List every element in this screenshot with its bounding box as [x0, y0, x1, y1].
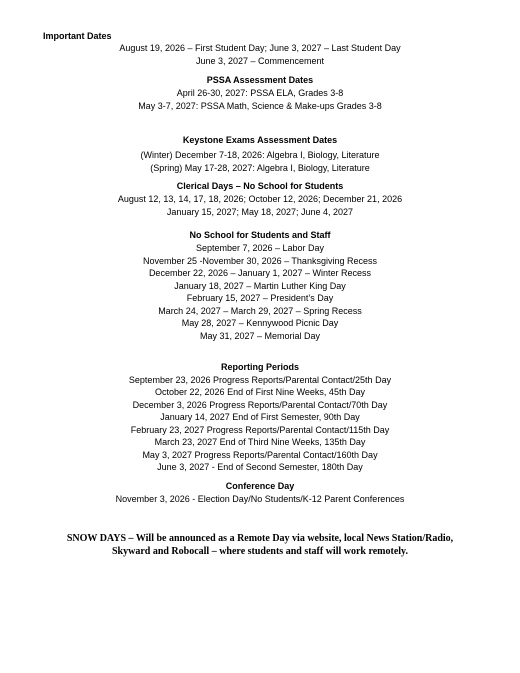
reporting-heading: Reporting Periods: [220, 362, 299, 372]
important-dates-line: June 3, 2027 – Commencement: [195, 56, 325, 66]
snow-days-notice-line: SNOW DAYS – Will be announced as a Remote Day via website, local News Station/Radio,: [66, 533, 454, 544]
no-school-line: May 31, 2027 – Memorial Day: [199, 331, 321, 341]
important-dates-line: August 19, 2026 – First Student Day; June 3, 2027 – Last Student Day: [119, 43, 401, 53]
keystone-line: (Winter) December 7-18, 2026: Algebra I, Biology, Literature: [140, 150, 380, 160]
conference-heading: Conference Day: [225, 481, 295, 491]
pssa-line: May 3-7, 2027: PSSA Math, Science & Make-ups Grades 3-8: [138, 101, 382, 111]
snow-days-notice-line: Skyward and Robocall – where students and staff will work remotely.: [111, 546, 409, 557]
reporting-line: October 22, 2026 End of First Nine Weeks, 45th Day: [155, 387, 365, 397]
conference-line: November 3, 2026 - Election Day/No Students/K-12 Parent Conferences: [115, 494, 405, 504]
reporting-line: January 14, 2027 End of First Semester, 90th Day: [160, 412, 360, 422]
no-school-heading: No School for Students and Staff: [189, 230, 331, 240]
reporting-line: May 3, 2027 Progress Reports/Parental Contact/160th Day: [142, 450, 378, 460]
no-school-line: December 22, 2026 – January 1, 2027 – Winter Recess: [148, 268, 372, 278]
reporting-line: September 23, 2026 Progress Reports/Parental Contact/25th Day: [128, 375, 392, 385]
reporting-line: March 23, 2027 End of Third Nine Weeks, 135th Day: [154, 437, 366, 447]
clerical-heading: Clerical Days – No School for Students: [176, 181, 344, 191]
no-school-line: February 15, 2027 – President’s Day: [186, 293, 334, 303]
no-school-line: November 25 -November 30, 2026 – Thanksgiving Recess: [143, 256, 377, 266]
no-school-line: January 18, 2027 – Martin Luther King Day: [174, 281, 346, 291]
clerical-line: January 15, 2027; May 18, 2027; June 4, 2027: [166, 207, 354, 217]
no-school-line: May 28, 2027 – Kennywood Picnic Day: [181, 318, 339, 328]
keystone-heading: Keystone Exams Assessment Dates: [182, 135, 338, 145]
reporting-line: December 3, 2026 Progress Reports/Parental Contact/70th Day: [132, 400, 388, 410]
no-school-line: March 24, 2027 – March 29, 2027 – Spring Recess: [158, 306, 362, 316]
keystone-line: (Spring) May 17-28, 2027: Algebra I, Biology, Literature: [150, 163, 370, 173]
no-school-line: September 7, 2026 – Labor Day: [195, 243, 325, 253]
important-dates-heading: Important Dates: [43, 31, 112, 41]
reporting-line: February 23, 2027 Progress Reports/Parental Contact/115th Day: [130, 425, 390, 435]
pssa-heading: PSSA Assessment Dates: [206, 75, 314, 85]
clerical-line: August 12, 13, 14, 17, 18, 2026; October 12, 2026; December 21, 2026: [117, 194, 403, 204]
reporting-line: June 3, 2027 - End of Second Semester, 180th Day: [157, 462, 363, 472]
pssa-line: April 26-30, 2027: PSSA ELA, Grades 3-8: [176, 88, 344, 98]
